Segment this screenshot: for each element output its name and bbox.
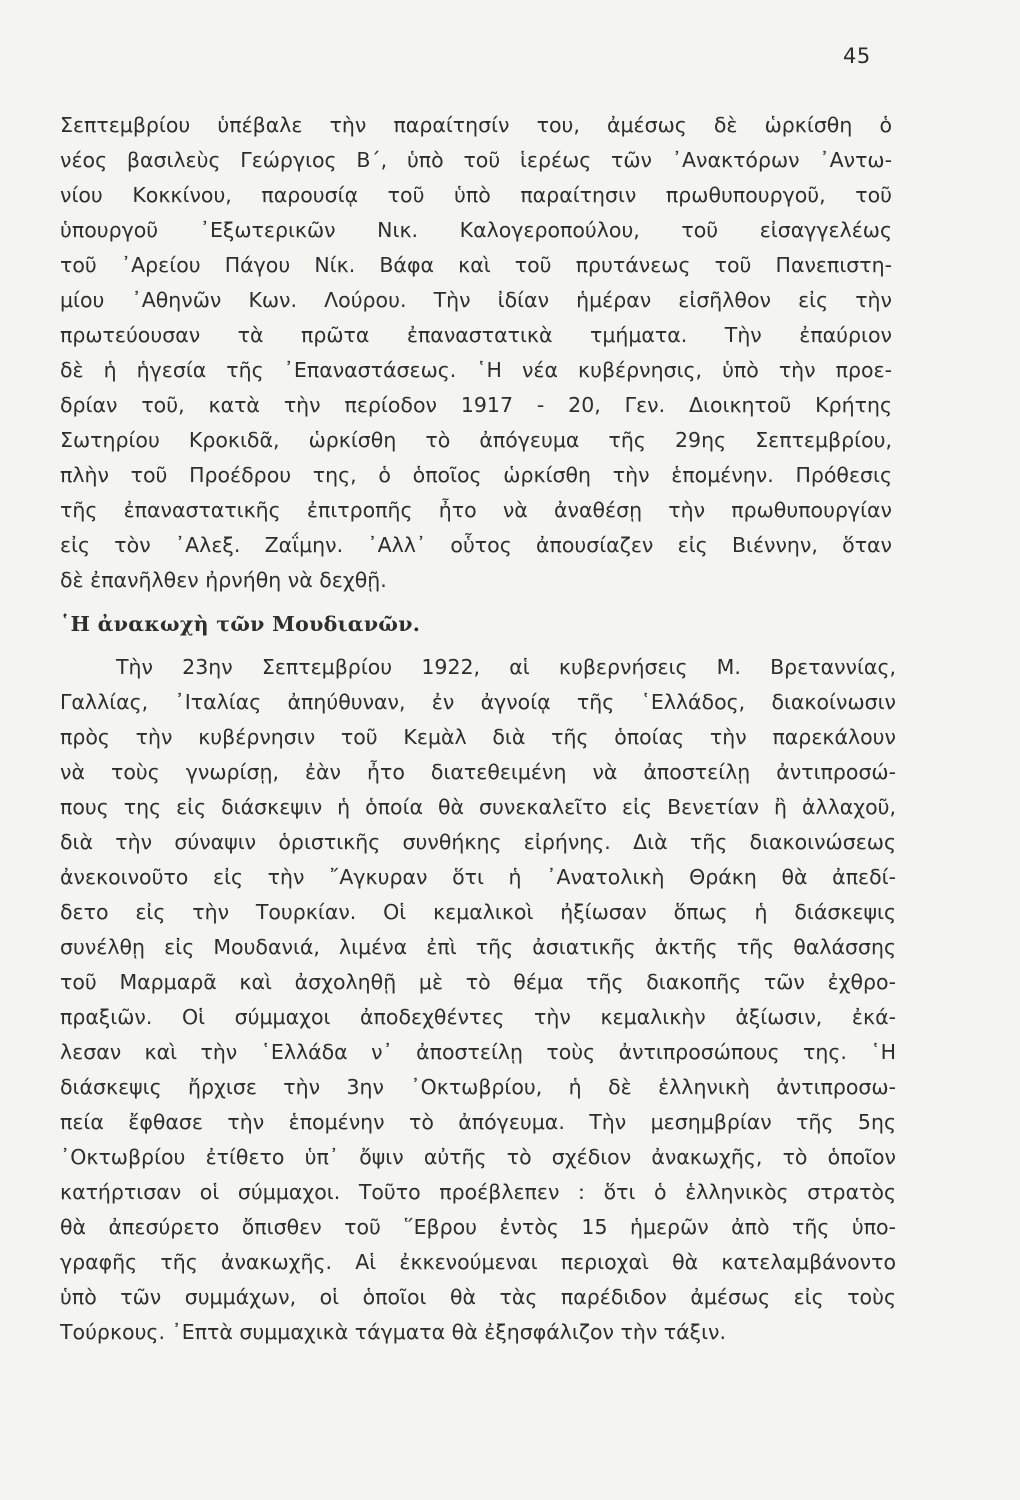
text-line: ὑπὸ τῶν συμμάχων, οἱ ὁποῖοι θὰ τὰς παρέδιδον ἀμέσως εἰς τοὺς	[60, 1285, 896, 1309]
text-line: Σωτηρίου Κροκιδᾶ, ὡρκίσθη τὸ ἀπόγευμα τῆς 29ης Σεπτεμβρίου,	[60, 428, 892, 452]
text-line: Γαλλίας, ᾿Ιταλίας ἀπηύθυναν, ἐν ἀγνοίᾳ τῆς ῾Ελλάδος, διακοίνωσιν	[60, 690, 896, 714]
text-line: πρὸς τὴν κυβέρνησιν τοῦ Κεμὰλ διὰ τῆς ὁποίας τὴν παρεκάλουν	[60, 725, 896, 749]
paragraph-2	[60, 650, 896, 1350]
text-line: θὰ ἀπεσύρετο ὄπισθεν τοῦ ῞Εβρου ἐντὸς 15 ἡμερῶν ἀπὸ τῆς ὑπο-	[60, 1215, 896, 1239]
text-line: πεία ἔφθασε τὴν ἑπομένην τὸ ἀπόγευμα. Τὴν μεσημβρίαν τῆς 5ης	[60, 1110, 896, 1134]
text-line: διὰ τὴν σύναψιν ὁριστικῆς συνθήκης εἰρήνης. Διὰ τῆς διακοινώσεως	[60, 830, 896, 854]
text-line: νίου Κοκκίνου, παρουσίᾳ τοῦ ὑπὸ παραίτησιν πρωθυπουργοῦ, τοῦ	[60, 183, 892, 207]
text-line: ᾿Οκτωβρίου ἐτίθετο ὑπ᾿ ὄψιν αὐτῆς τὸ σχέδιον ἀνακωχῆς, τὸ ὁποῖον	[60, 1145, 896, 1169]
text-line: Τούρκους. ᾿Επτὰ συμμαχικὰ τάγματα θὰ ἐξησφάλιζον τὴν τάξιν.	[60, 1320, 726, 1344]
text-line: γραφῆς τῆς ἀνακωχῆς. Αἱ ἐκκενούμεναι περιοχαὶ θὰ κατελαμβάνοντο	[60, 1250, 896, 1274]
text-line: εἰς τὸν ᾿Αλεξ. Ζαΐμην. ᾿Αλλ᾿ οὗτος ἀπουσίαζεν εἰς Βιέννην, ὅταν	[60, 533, 892, 557]
text-line: πρωτεύουσαν τὰ πρῶτα ἐπαναστατικὰ τμήματα. Τὴν ἐπαύριον	[60, 323, 892, 347]
text-line: πους της εἰς διάσκεψιν ἡ ὁποία θὰ συνεκαλεῖτο εἰς Βενετίαν ἢ ἀλλαχοῦ,	[60, 795, 896, 819]
text-line: ἀνεκοινοῦτο εἰς τὴν ῎Αγκυραν ὅτι ἡ ᾿Ανατολικὴ Θράκη θὰ ἀπεδί-	[60, 865, 896, 889]
text-line: δὲ ἡ ἡγεσία τῆς ᾿Επαναστάσεως. ῾Η νέα κυβέρνησις, ὑπὸ τὴν προε-	[60, 358, 892, 382]
text-line: δρίαν τοῦ, κατὰ τὴν περίοδον 1917 - 20, Γεν. Διοικητοῦ Κρήτης	[60, 393, 892, 417]
text-line: νὰ τοὺς γνωρίσῃ, ἐὰν ἦτο διατεθειμένη νὰ ἀποστείλῃ ἀντιπροσώ-	[60, 760, 896, 784]
page-number: 45	[843, 44, 871, 68]
text-line: δὲ ἐπανῆλθεν ἠρνήθη νὰ δεχθῇ.	[60, 568, 387, 592]
text-line: πλὴν τοῦ Προέδρου της, ὁ ὁποῖος ὡρκίσθη τὴν ἑπομένην. Πρόθεσις	[60, 463, 892, 487]
text-line: δετο εἰς τὴν Τουρκίαν. Οἱ κεμαλικοὶ ἠξίωσαν ὅπως ἡ διάσκεψις	[60, 900, 896, 924]
paragraph-1	[60, 108, 892, 598]
text-line: τοῦ ᾿Αρείου Πάγου Νίκ. Βάφα καὶ τοῦ πρυτάνεως τοῦ Πανεπιστη-	[60, 253, 892, 277]
text-line: λεσαν καὶ τὴν ῾Ελλάδα ν᾿ ἀποστείλῃ τοὺς ἀντιπροσώπους της. ῾Η	[60, 1040, 896, 1064]
text-line: ὑπουργοῦ ᾿Εξωτερικῶν Νικ. Καλογεροπούλου, τοῦ εἰσαγγελέως	[60, 218, 892, 242]
text-line: συνέλθῃ εἰς Μουδανιά, λιμένα ἐπὶ τῆς ἀσιατικῆς ἀκτῆς τῆς θαλάσσης	[60, 935, 896, 959]
text-line: νέος βασιλεὺς Γεώργιος Β΄, ὑπὸ τοῦ ἱερέως τῶν ᾿Ανακτόρων ᾿Αντω-	[60, 148, 892, 172]
text-line: Τὴν 23ην Σεπτεμβρίου 1922, αἱ κυβερνήσεις Μ. Βρεταννίας,	[116, 655, 896, 679]
text-line: διάσκεψις ἤρχισε τὴν 3ην ᾿Οκτωβρίου, ἡ δὲ ἑλληνικὴ ἀντιπροσω-	[60, 1075, 896, 1099]
text-line: τοῦ Μαρμαρᾶ καὶ ἀσχοληθῇ μὲ τὸ θέμα τῆς διακοπῆς τῶν ἐχθρο-	[60, 970, 896, 994]
text-line: πραξιῶν. Οἱ σύμμαχοι ἀποδεχθέντες τὴν κεμαλικὴν ἀξίωσιν, ἐκά-	[60, 1005, 896, 1029]
text-line: κατήρτισαν οἱ σύμμαχοι. Τοῦτο προέβλεπεν : ὅτι ὁ ἑλληνικὸς στρατὸς	[60, 1180, 896, 1204]
text-line: Σεπτεμβρίου ὑπέβαλε τὴν παραίτησίν του, ἀμέσως δὲ ὡρκίσθη ὁ	[60, 113, 892, 137]
text-line: τῆς ἐπαναστατικῆς ἐπιτροπῆς ἦτο νὰ ἀναθέσῃ τὴν πρωθυπουργίαν	[60, 498, 892, 522]
text-line: μίου ᾿Αθηνῶν Κων. Λούρου. Τὴν ἰδίαν ἡμέραν εἰσῆλθον εἰς τὴν	[60, 288, 892, 312]
section-heading: ῾Η ἀνακωχὴ τῶν Μουδιανῶν.	[60, 612, 421, 636]
